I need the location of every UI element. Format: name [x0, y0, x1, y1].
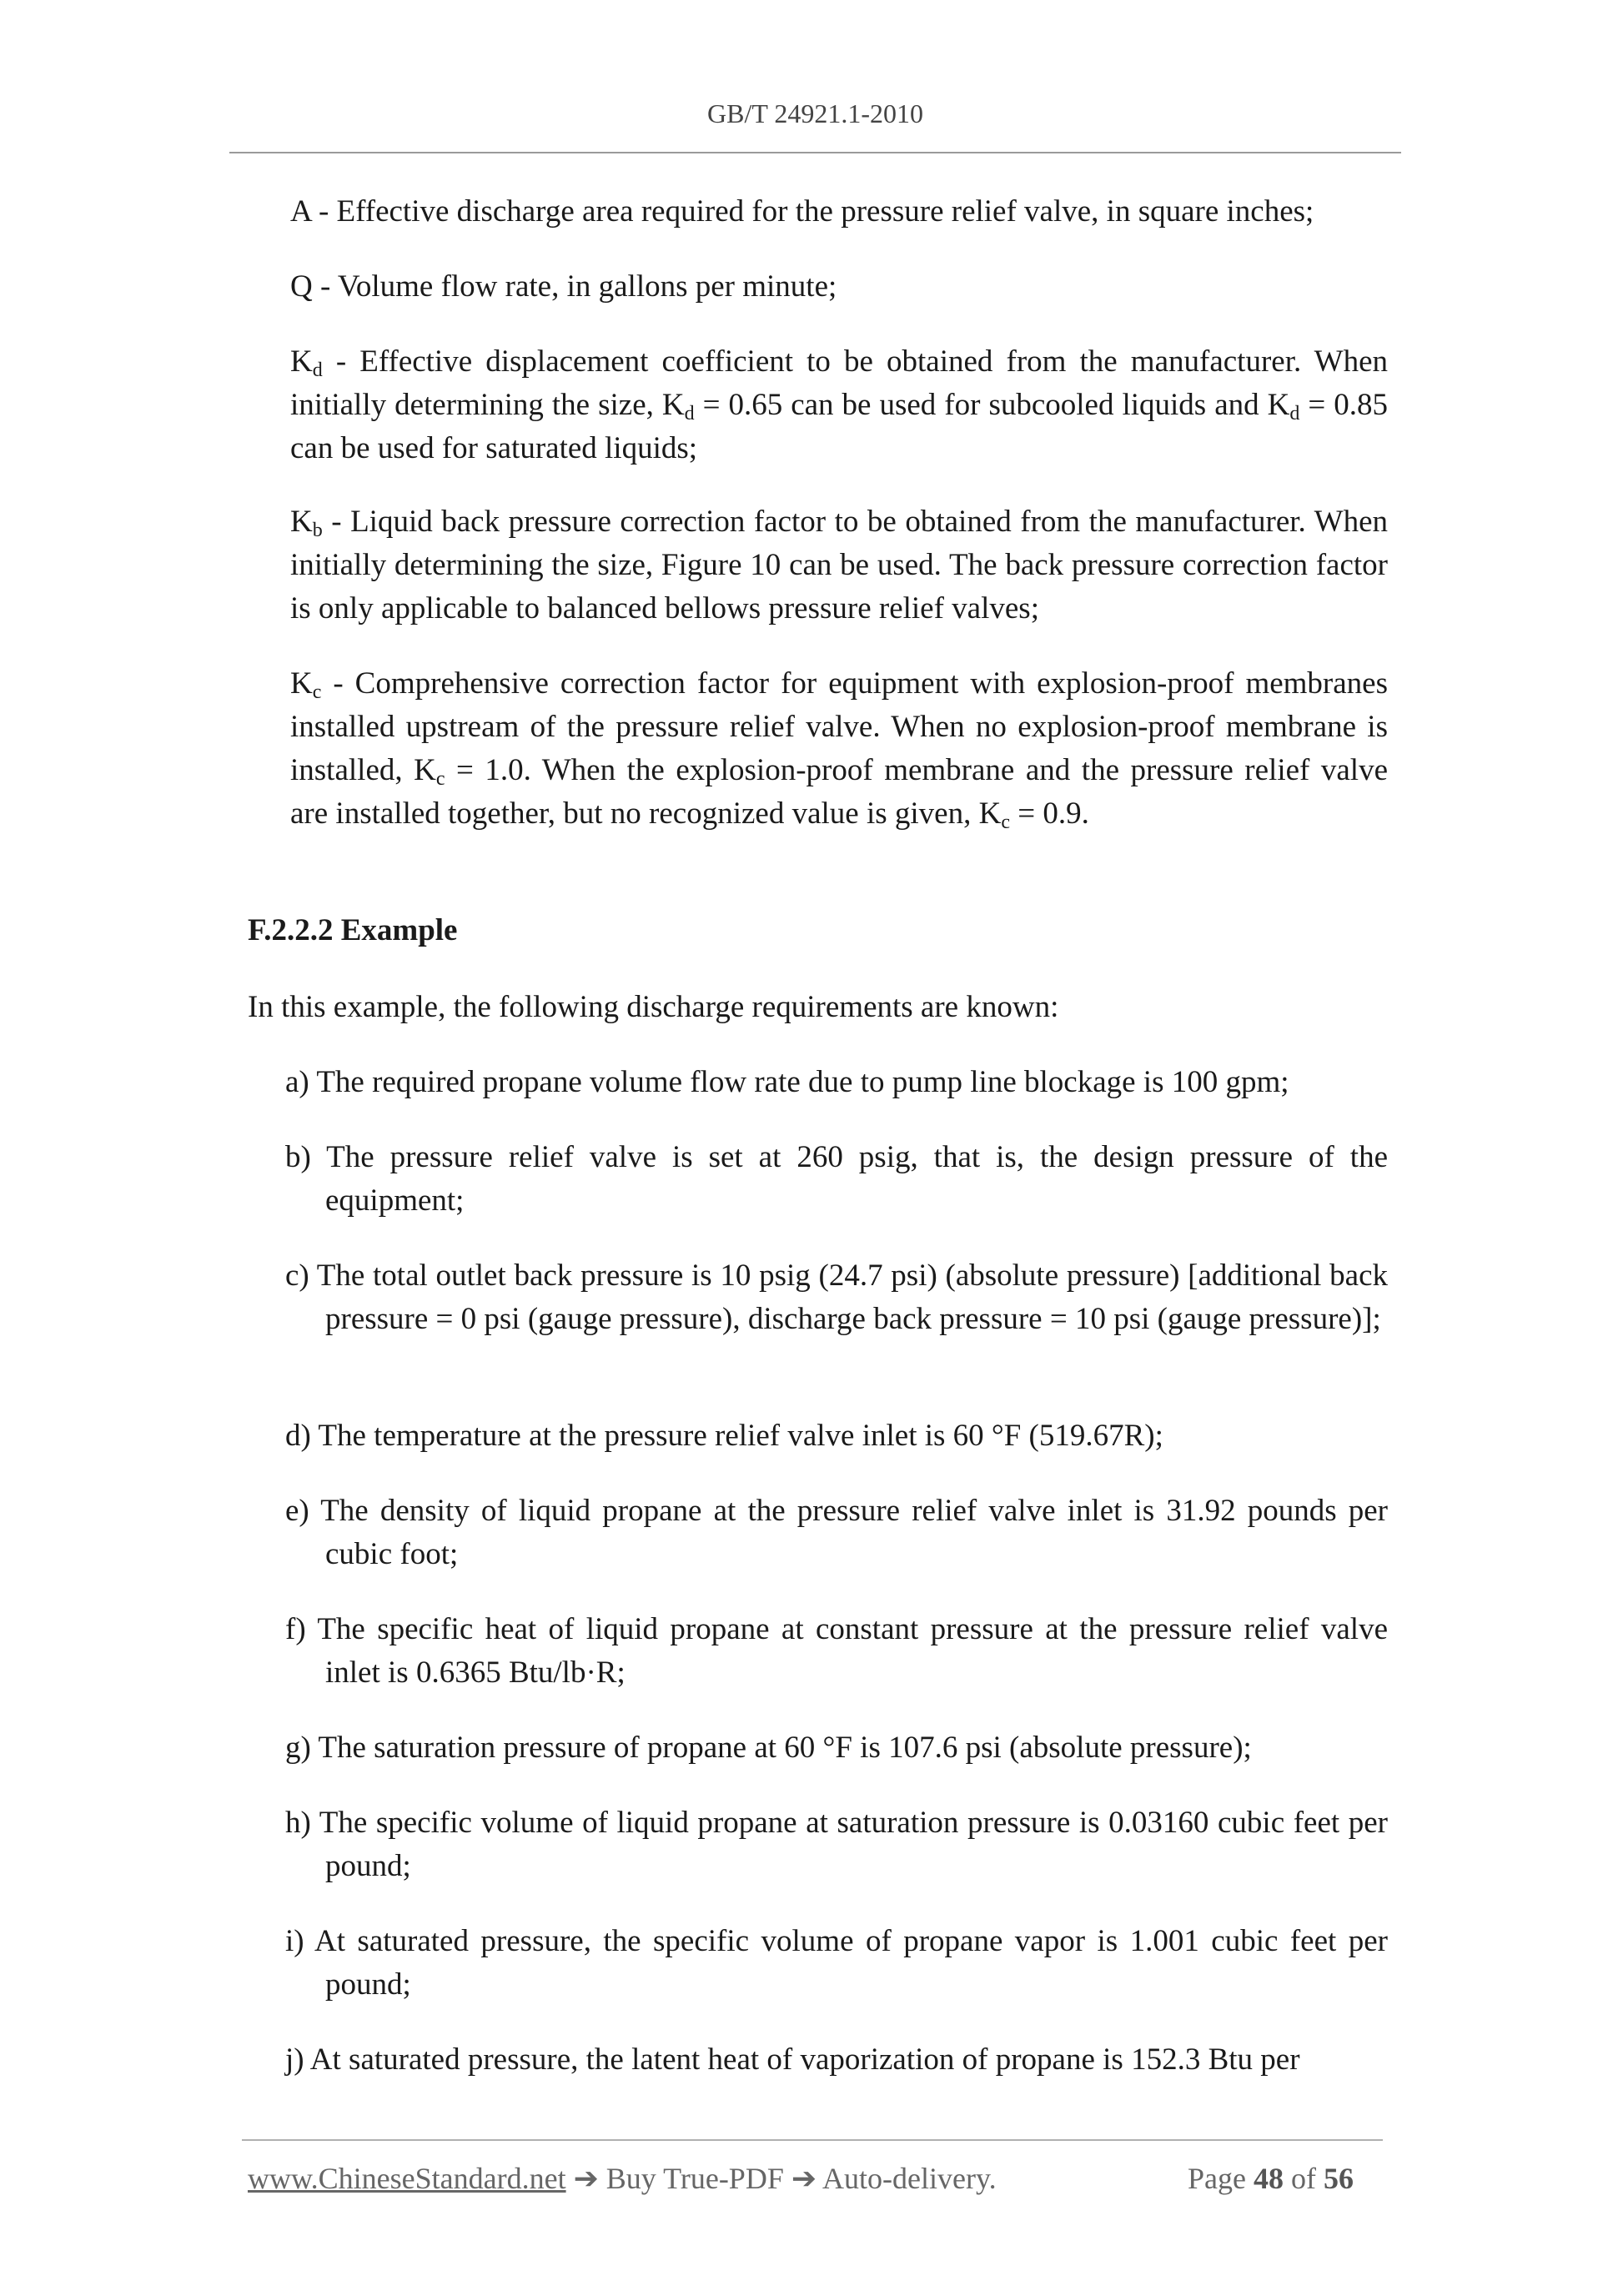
- definition-subscript: b: [312, 520, 323, 541]
- definition-Kc: [290, 662, 1388, 836]
- definition-text: = 0.9.: [1009, 796, 1089, 831]
- footer-promo: [248, 2161, 997, 2196]
- arrow-right-icon: ➔: [791, 2162, 817, 2195]
- definition-text: - Volume flow rate, in gallons per minute;: [312, 269, 837, 304]
- definition-A: [290, 190, 1388, 234]
- definition-subscript: d: [1289, 403, 1300, 425]
- list-item: i) At saturated pressure, the specific volume of propane vapor is 1.001 cubic feet per pound;: [285, 1924, 1388, 2002]
- definition-text: - Effective discharge area required for the pressure relief valve, in square inches;: [310, 194, 1314, 229]
- of-label: of: [1290, 2162, 1316, 2195]
- section-intro: In this example, the following discharge requirements are known:: [248, 990, 1059, 1024]
- definition-text: = 0.85 can be used for saturated liquids;: [290, 388, 1388, 465]
- list-item: j) At saturated pressure, the latent heat of vaporization of propane is 152.3 Btu per: [285, 2042, 1300, 2077]
- arrow-right-icon: ➔: [573, 2162, 599, 2195]
- footer-divider: [242, 2139, 1383, 2141]
- definition-text: - Comprehensive correction factor for equipment with explosion-proof membranes installed upstream of the pressure relief valve. When no explosion-proof membrane is installed, K: [290, 666, 1388, 787]
- definition-text: - Effective displacement coefficient to be obtained from the manufacturer. When initially determining the size, K: [290, 344, 1388, 422]
- definition-subscript: c: [1001, 811, 1010, 833]
- definition-Q: [290, 265, 1388, 309]
- page-total: 56: [1323, 2162, 1354, 2195]
- document-id-header: GB/T 24921.1-2010: [707, 98, 923, 128]
- page-label: Page: [1188, 2162, 1246, 2195]
- list-item: g) The saturation pressure of propane at 60 °F is 107.6 psi (absolute pressure);: [285, 1731, 1252, 1765]
- definition-symbol: K: [290, 344, 313, 379]
- section-heading: F.2.2.2 Example: [248, 913, 458, 947]
- definition-text: = 0.65 can be used for subcooled liquids and K: [694, 388, 1290, 422]
- definition-symbol: K: [290, 666, 313, 701]
- definition-symbol: K: [290, 505, 313, 539]
- definition-text: - Liquid back pressure correction factor to be obtained from the manufacturer. When initially determining the size, Figure 10 can be used. The back pressure correction factor is only applicable to balanced bellows pressure relief valves;: [290, 505, 1388, 625]
- definition-subscript: d: [684, 403, 695, 425]
- auto-delivery-text: Auto-delivery.: [822, 2162, 997, 2195]
- definition-Kb: [290, 500, 1388, 631]
- list-item: f) The specific heat of liquid propane at constant pressure at the pressure relief valve inlet is 0.6365 Btu/lb·R;: [285, 1612, 1388, 1690]
- definition-subscript: c: [312, 681, 322, 703]
- list-item: d) The temperature at the pressure relief valve inlet is 60 °F (519.67R);: [285, 1419, 1163, 1453]
- list-item: b) The pressure relief valve is set at 260 psig, that is, the design pressure of the equipment;: [285, 1140, 1388, 1218]
- definition-Kd: [290, 340, 1388, 470]
- list-item: e) The density of liquid propane at the pressure relief valve inlet is 31.92 pounds per cubic foot;: [285, 1494, 1388, 1571]
- definition-symbol: A: [290, 194, 311, 229]
- definition-subscript: c: [435, 768, 445, 790]
- list-item: a) The required propane volume flow rate due to pump line blockage is 100 gpm;: [285, 1065, 1289, 1099]
- definition-text: = 1.0. When the explosion-proof membrane and the pressure relief valve are installed together, but no recognized value is given, K: [290, 753, 1388, 831]
- buy-pdf-text: Buy True-PDF: [605, 2162, 784, 2195]
- definition-symbol: Q: [290, 269, 313, 304]
- page-number: 48: [1253, 2162, 1284, 2195]
- page-counter: [1188, 2161, 1354, 2196]
- definition-subscript: d: [312, 359, 323, 381]
- header-divider: [229, 152, 1401, 153]
- list-item: c) The total outlet back pressure is 10 psig (24.7 psi) (absolute pressure) [additional back pressure = 0 psi (gauge pressure), discharge back pressure = 10 psi (gauge pressure)];: [285, 1259, 1388, 1336]
- site-link[interactable]: www.ChineseStandard.net: [248, 2162, 566, 2195]
- list-item: h) The specific volume of liquid propane at saturation pressure is 0.03160 cubic feet per pound;: [285, 1806, 1388, 1883]
